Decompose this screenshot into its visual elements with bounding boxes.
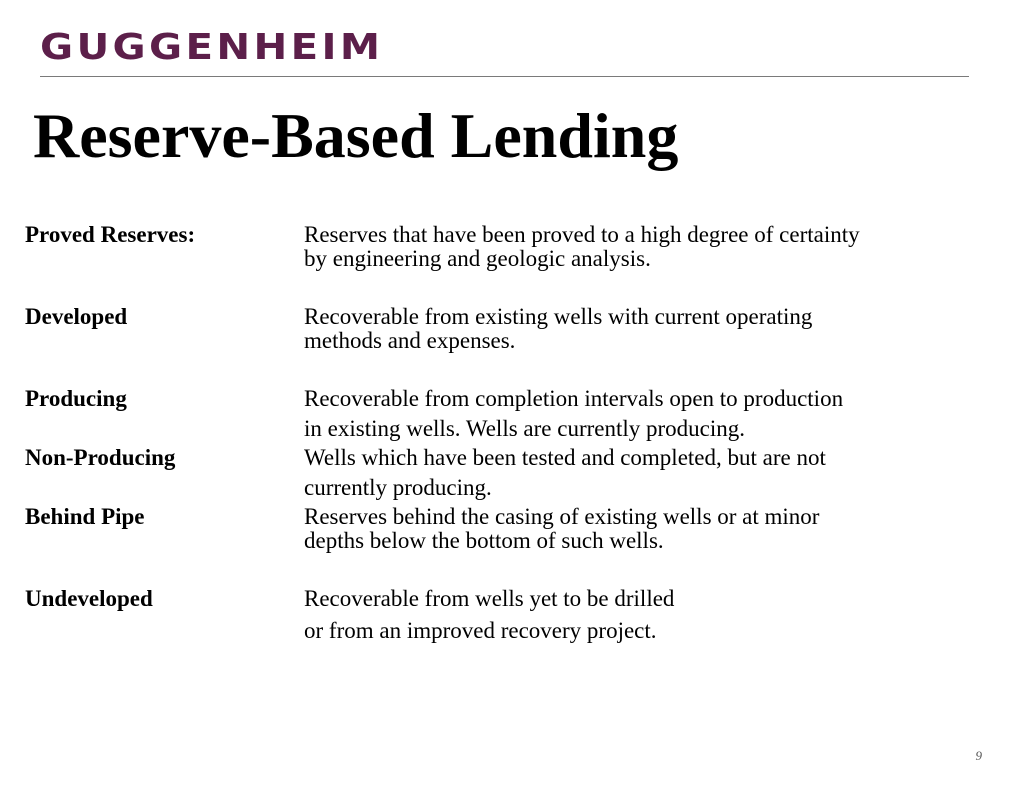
term-proved-reserves: Proved Reserves:	[25, 222, 196, 247]
header-divider	[40, 76, 969, 77]
page-number: 9	[975, 748, 982, 763]
guggenheim-logo: GUGGENHEIM	[40, 27, 384, 68]
definition-producing	[304, 384, 984, 444]
definition-line: Reserves that have been proved to a high degree of certainty	[304, 222, 860, 247]
definition-line: Recoverable from existing wells with current operating	[304, 304, 813, 329]
definition-line: Recoverable from wells yet to be drilled	[304, 586, 675, 611]
definition-line: in existing wells. Wells are currently producing.	[304, 416, 746, 441]
definition-line: Recoverable from completion intervals open to production	[304, 386, 844, 411]
term-behind-pipe: Behind Pipe	[25, 504, 145, 529]
definition-line: or from an improved recovery project.	[304, 618, 657, 643]
definition-line: methods and expenses.	[304, 328, 516, 353]
definition-behind-pipe	[304, 505, 984, 553]
definition-line: Wells which have been tested and completed, but are not	[304, 445, 826, 470]
definition-line: depths below the bottom of such wells.	[304, 528, 664, 553]
definition-undeveloped	[304, 587, 984, 651]
term-developed: Developed	[25, 304, 128, 329]
definition-line: by engineering and geologic analysis.	[304, 246, 651, 271]
definition-proved-reserves	[304, 223, 984, 271]
term-non-producing: Non-Producing	[25, 445, 176, 470]
term-producing: Producing	[25, 386, 127, 411]
definition-line: Reserves behind the casing of existing wells or at minor	[304, 504, 820, 529]
definition-non-producing	[304, 443, 984, 503]
definition-developed	[304, 305, 984, 353]
slide-title: Reserve-Based Lending	[33, 100, 679, 171]
definition-line: currently producing.	[304, 475, 492, 500]
term-undeveloped: Undeveloped	[25, 586, 153, 611]
